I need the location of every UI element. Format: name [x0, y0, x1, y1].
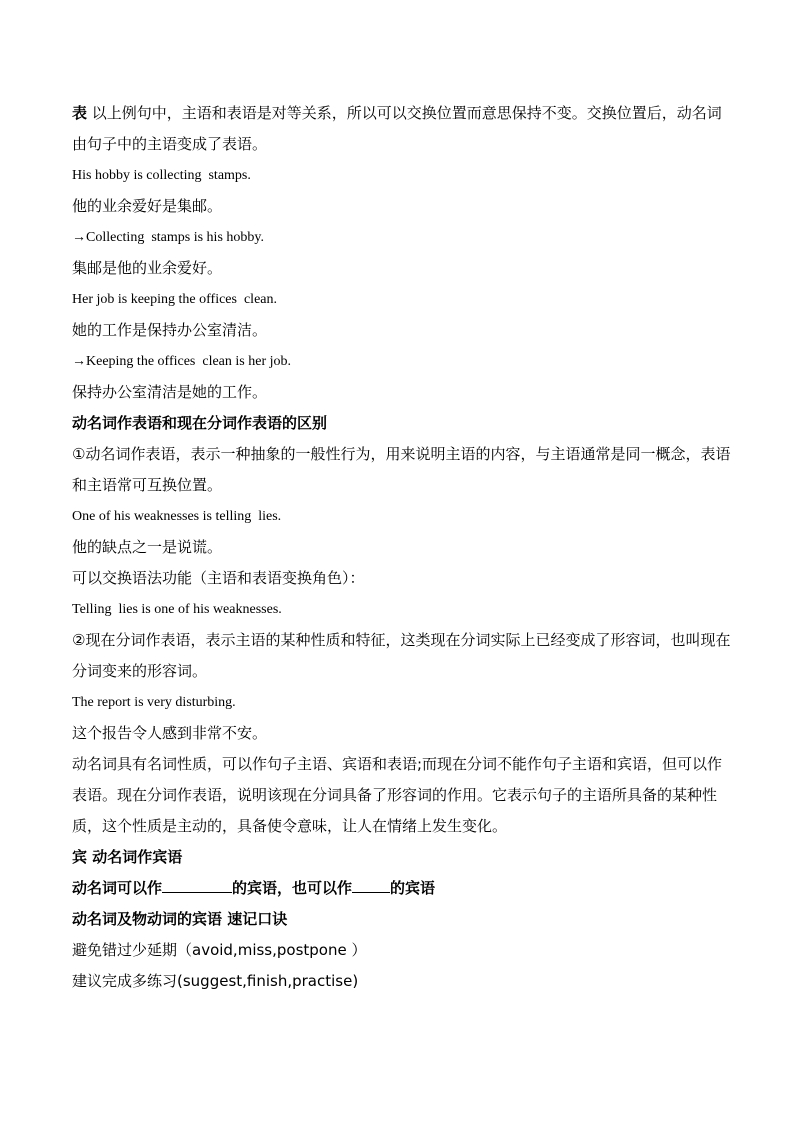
- paragraph-predicative-swap: [72, 98, 732, 160]
- answer-blank[interactable]: [352, 877, 390, 893]
- point-gerund: ①动名词作表语，表示一种抽象的一般性行为，用来说明主语的内容，与主语通常是同一概念，表语和主语常可互换位置。: [72, 445, 731, 494]
- example-english: The report is very disturbing.: [72, 695, 236, 710]
- fill-text: 的宾语: [390, 879, 436, 897]
- example-chinese: 这个报告令人感到非常不安。: [72, 724, 268, 742]
- example-english: →Keeping the offices clean is her job.: [72, 354, 292, 369]
- section-heading-mnemonic: 动名词及物动词的宾语 速记口诀: [72, 910, 288, 928]
- example-chinese: 保持办公室清洁是她的工作。: [72, 383, 268, 401]
- example-english: Telling lies is one of his weaknesses.: [72, 602, 282, 617]
- summary-paragraph: 动名词具有名词性质，可以作句子主语、宾语和表语;而现在分词不能作句子主语和宾语，但可以作表语。现在分词作表语，说明该现在分词具备了形容词的作用。它表示句子的主语所具备的某种性质，这个性质是主动的，具备使令意味，让人在情绪上发生变化。: [72, 755, 723, 835]
- paragraph-text: 以上例句中，主语和表语是对等关系，所以可以交换位置而意思保持不变。交换位置后，动名词由句子中的主语变成了表语。: [72, 104, 722, 153]
- example-english: Her job is keeping the offices clean.: [72, 292, 278, 307]
- note-text: 可以交换语法功能（主语和表语变换角色）：: [72, 569, 365, 587]
- document-page: [72, 98, 732, 997]
- point-participle: ②现在分词作表语，表示主语的某种性质和特征，这类现在分词实际上已经变成了形容词，也叫现在分词变来的形容词。: [72, 631, 731, 680]
- mnemonic-line: 建议完成多练习(suggest,finish,practise): [72, 972, 359, 990]
- section-marker-predicative: 表: [72, 104, 88, 122]
- example-chinese: 他的业余爱好是集邮。: [72, 197, 223, 215]
- example-english: One of his weaknesses is telling lies.: [72, 509, 282, 524]
- example-english: →Collecting stamps is his hobby.: [72, 230, 264, 245]
- fill-text: 的宾语，也可以作: [232, 879, 353, 897]
- fill-in-blank-question: [72, 873, 732, 904]
- example-chinese: 集邮是他的业余爱好。: [72, 259, 223, 277]
- example-english: His hobby is collecting stamps.: [72, 168, 251, 183]
- section-heading: 动名词作表语和现在分词作表语的区别: [72, 414, 328, 432]
- example-chinese: 她的工作是保持办公室清洁。: [72, 321, 268, 339]
- section-heading-object: 宾 动名词作宾语: [72, 848, 183, 866]
- mnemonic-line: 避免错过少延期（avoid,miss,postpone ）: [72, 941, 367, 959]
- fill-text: 动名词可以作: [72, 879, 163, 897]
- example-chinese: 他的缺点之一是说谎。: [72, 538, 223, 556]
- answer-blank[interactable]: [162, 877, 232, 893]
